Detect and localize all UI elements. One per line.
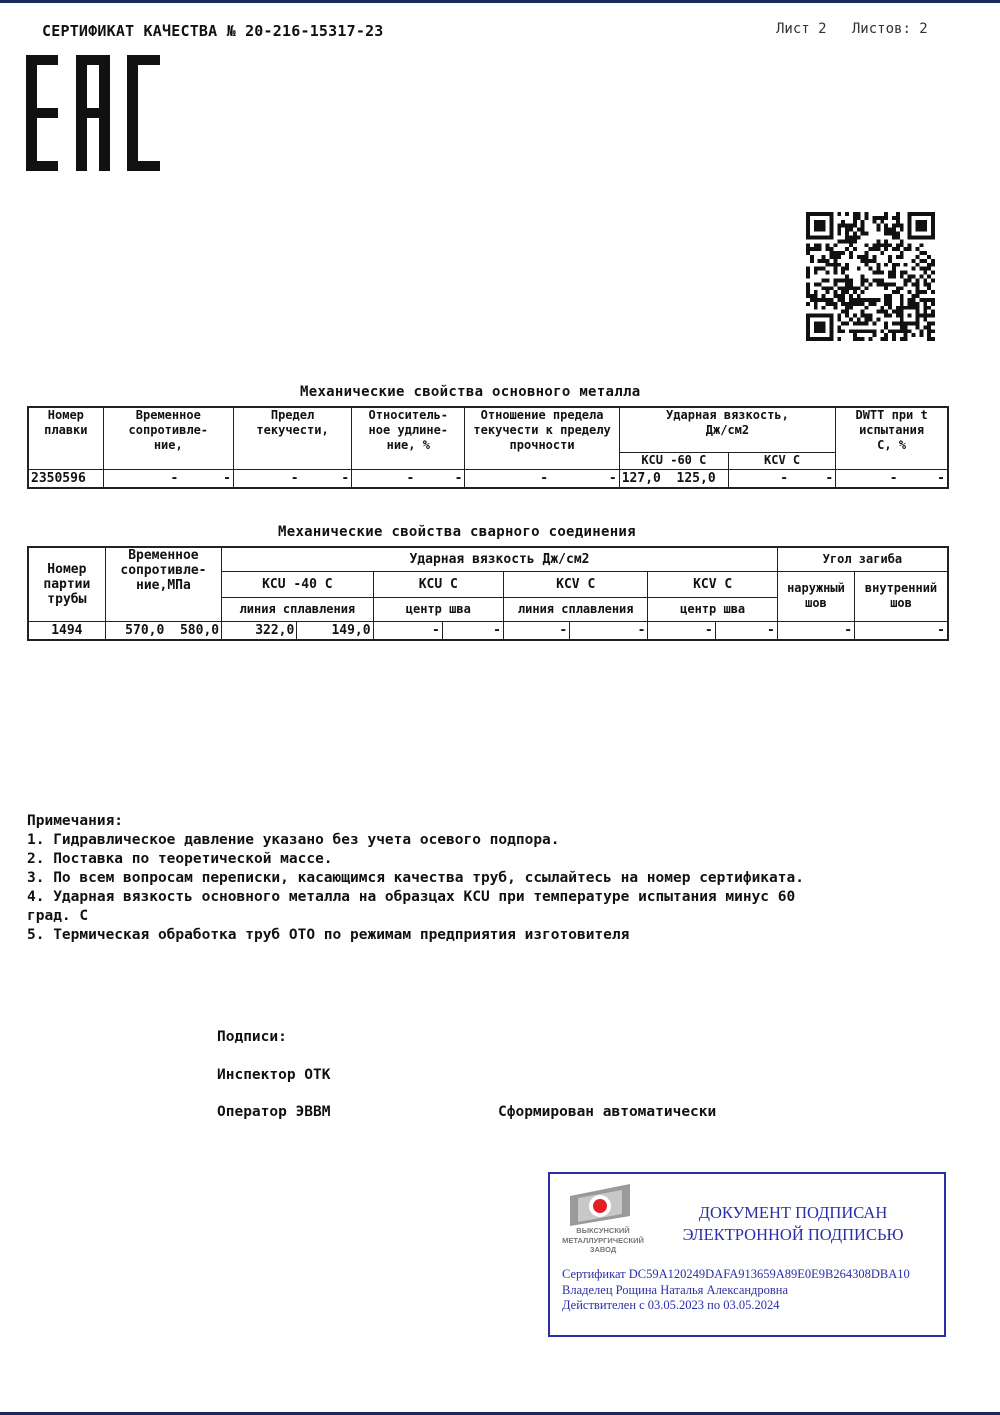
header-yield-text: Предел текучести,	[256, 408, 329, 437]
signature-operator: Оператор ЭВВМ	[217, 1104, 331, 1120]
cell-inner-seam: -	[855, 621, 948, 640]
cell-kcu-2: 125,0	[676, 470, 716, 486]
note-item: 4. Ударная вязкость основного металла на образцах KCU при температуре испытания минус 60	[27, 889, 796, 905]
header-weld-kcu: KCU C	[373, 571, 503, 597]
header-impact-text: Ударная вязкость, Дж/см2	[666, 408, 789, 437]
cell-kcv1-2: -	[570, 621, 648, 640]
header-bend: Угол загиба	[777, 547, 948, 571]
stamp-headline-2: ЭЛЕКТРОННОЙ ПОДПИСЬЮ	[682, 1225, 904, 1244]
header-heat	[28, 407, 103, 469]
cell-yield	[233, 469, 351, 488]
cell-kcu-1: 127,0	[621, 470, 661, 486]
cell-kcu	[619, 469, 728, 488]
vmz-logo	[564, 1182, 636, 1228]
header-outer-seam-text: наружный шов	[787, 581, 845, 610]
header-weld-impact: Ударная вязкость Дж/см2	[222, 547, 778, 571]
cell-weld-tensile-2: 580,0	[179, 622, 220, 638]
notes-heading: Примечания:	[27, 813, 124, 829]
cell-kcv2-1: -	[648, 621, 715, 640]
cell-weld-tensile	[105, 621, 221, 640]
page-top-edge	[0, 0, 1000, 3]
cell-ratio-b: -	[608, 470, 617, 486]
cell-weld-tensile-1: 570,0	[125, 622, 165, 638]
cell-dwtt-2: -	[937, 470, 945, 486]
note-item: град. C	[27, 908, 89, 924]
qr-code	[806, 212, 935, 341]
note-item: 1. Гидравлическое давление указано без учета осевого подпора.	[27, 832, 560, 848]
header-ratio-text: Отношение предела текучести к пределу прочности	[473, 408, 611, 452]
cell-yield-a: -	[290, 470, 299, 486]
header-kcu: KCU -60 C	[619, 452, 728, 469]
header-weld-tensile-text: Временное сопротивле- ние,МПа	[120, 548, 207, 593]
cell-pipe-batch: 1494	[28, 621, 105, 640]
table-row	[28, 469, 948, 488]
signatures-heading: Подписи:	[217, 1029, 287, 1045]
cell-kcv1-1: -	[503, 621, 569, 640]
cell-elongation	[352, 469, 465, 488]
cell-elongation-b: -	[454, 470, 463, 486]
cell-tensile	[103, 469, 233, 488]
note-item: 2. Поставка по теоретической массе.	[27, 851, 333, 867]
stamp-validity: Действителен с 03.05.2023 по 03.05.2024	[562, 1298, 780, 1312]
cell-heat: 2350596	[28, 469, 103, 488]
header-fusion-line-2: линия сплавления	[503, 597, 647, 621]
cell-kcv2-2: -	[715, 621, 777, 640]
header-dwtt-text: DWTT при t испытания C, %	[855, 408, 928, 452]
base-metal-title: Механические свойства основного металла	[300, 384, 641, 400]
header-heat-text: Номер плавки	[44, 408, 88, 437]
base-metal-table	[27, 406, 949, 489]
cell-kcu-1: -	[373, 621, 442, 640]
header-weld-tensile	[105, 547, 221, 621]
cell-kcv-2: -	[825, 470, 834, 486]
header-elongation-text: Относитель- ное удлине- ние, %	[368, 408, 449, 452]
cell-dwtt	[836, 469, 948, 488]
header-dwtt	[836, 407, 948, 469]
table-row	[28, 621, 948, 640]
header-tensile	[103, 407, 233, 469]
eac-mark-logo	[26, 55, 160, 171]
stamp-certificate: Сертификат DC59A120249DAFA913659A89E0E9B264308DBA10	[562, 1267, 910, 1281]
stamp-details	[562, 1267, 910, 1314]
header-kcv: KCV C	[728, 452, 835, 469]
header-kcv-a: KCV C	[503, 571, 647, 597]
cell-tensile-a: -	[170, 470, 179, 486]
cell-elongation-a: -	[406, 470, 415, 486]
header-yield	[233, 407, 351, 469]
signature-auto: Сформирован автоматически	[498, 1104, 717, 1120]
stamp-owner: Владелец Рощина Наталья Александровна	[562, 1282, 789, 1297]
header-elongation	[352, 407, 465, 469]
header-impact	[619, 407, 835, 452]
header-ratio	[465, 407, 619, 469]
cell-kcu-2: -	[442, 621, 503, 640]
cell-outer-seam: -	[777, 621, 854, 640]
cell-kcu40-2: 149,0	[297, 621, 373, 640]
e-signature-stamp	[548, 1172, 946, 1337]
header-kcu40: KCU -40 C	[222, 571, 373, 597]
header-kcv-b: KCV C	[648, 571, 777, 597]
header-tensile-text: Временное сопротивле- ние,	[128, 408, 209, 452]
header-inner-seam-text: внутренний шов	[864, 581, 938, 610]
note-item: 5. Термическая обработка труб ОТО по режимам предприятия изготовителя	[27, 927, 630, 943]
cell-kcu40-1: 322,0	[222, 621, 297, 640]
sheet-counter	[776, 21, 928, 37]
certificate-title: СЕРТИФИКАТ КАЧЕСТВА № 20-216-15317-23	[42, 22, 384, 40]
cell-dwtt-1: -	[889, 470, 898, 486]
cell-ratio	[465, 469, 619, 488]
header-inner-seam	[855, 571, 948, 621]
sheet-number: Лист 2	[776, 21, 827, 37]
notes	[27, 812, 804, 945]
cell-kcv-1: -	[780, 470, 789, 486]
weld-table	[27, 546, 949, 641]
cell-tensile-b: -	[223, 470, 231, 486]
cell-kcv	[728, 469, 835, 488]
header-pipe-batch-text: Номер партии трубы	[43, 561, 91, 607]
header-seam-center-2: центр шва	[648, 597, 777, 621]
sheets-total: Листов: 2	[851, 21, 928, 37]
cell-ratio-a: -	[540, 470, 549, 486]
weld-title: Механические свойства сварного соединения	[278, 524, 636, 540]
header-fusion-line-1: линия сплавления	[222, 597, 373, 621]
stamp-org-name: ВЫКСУНСКИЙ МЕТАЛЛУРГИЧЕСКИЙ ЗАВОД	[562, 1226, 644, 1254]
header-pipe-batch	[28, 547, 105, 621]
signature-inspector: Инспектор ОТК	[217, 1067, 331, 1083]
stamp-headline-1: ДОКУМЕНТ ПОДПИСАН	[698, 1203, 888, 1222]
header-outer-seam	[777, 571, 854, 621]
cell-yield-b: -	[341, 470, 350, 486]
header-seam-center-1: центр шва	[373, 597, 503, 621]
note-item: 3. По всем вопросам переписки, касающимся качества труб, ссылайтесь на номер сертификата.	[27, 870, 804, 886]
stamp-headline	[668, 1202, 918, 1246]
